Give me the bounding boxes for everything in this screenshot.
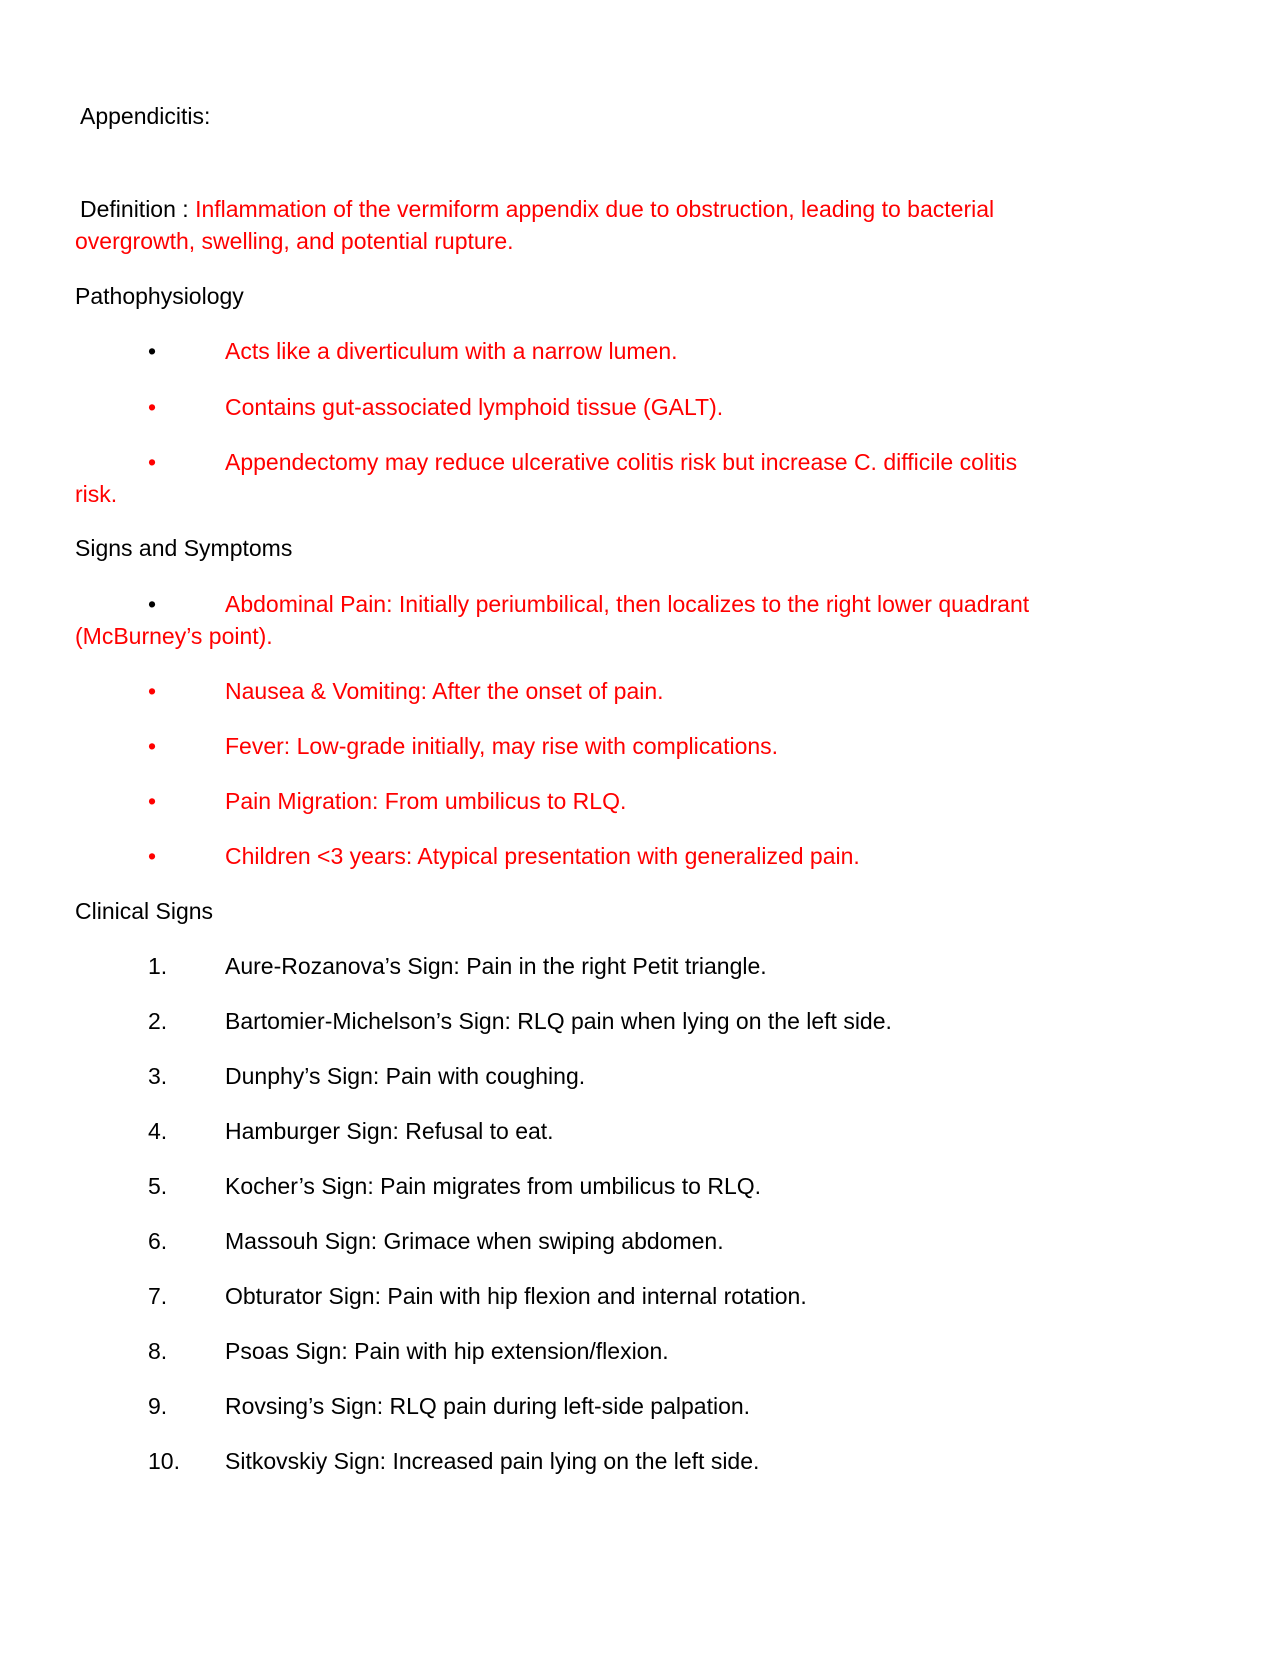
bullet-icon: • (148, 338, 157, 364)
bullet-icon: • (148, 678, 157, 704)
list-item-text: Nausea & Vomiting: After the onset of pain. (225, 678, 664, 704)
definition-text: Inflammation of the vermiform appendix due to obstruction, leading to bacterial (195, 196, 995, 222)
bullet-icon: • (148, 733, 157, 759)
list-item-number: 9. (148, 1393, 168, 1419)
list-item-text: Children <3 years: Atypical presentation with generalized pain. (225, 843, 860, 869)
section-heading-signs-symptoms: Signs and Symptoms (75, 535, 293, 561)
list-item-text: Acts like a diverticulum with a narrow lumen. (225, 338, 678, 364)
list-item-text: Bartomier-Michelson’s Sign: RLQ pain when lying on the left side. (225, 1008, 892, 1034)
list-item-text: Massouh Sign: Grimace when swiping abdomen. (225, 1228, 724, 1254)
list-item-number: 10. (148, 1448, 180, 1474)
list-item (0, 391, 1280, 423)
list-item-number: 5. (148, 1173, 168, 1199)
list-item-text: Appendectomy may reduce ulcerative colitis risk but increase C. difficile colitis (225, 449, 1018, 475)
list-item (0, 1170, 1280, 1202)
list-item (0, 1335, 1280, 1367)
list-item-text: Psoas Sign: Pain with hip extension/flexion. (225, 1338, 669, 1364)
list-item (0, 950, 1280, 982)
bullet-icon: • (148, 843, 157, 869)
list-item (0, 1060, 1280, 1092)
list-item-number: 8. (148, 1338, 168, 1364)
definition-text-cont: overgrowth, swelling, and potential rupture. (75, 228, 514, 254)
list-item-number: 4. (148, 1118, 168, 1144)
section-heading-pathophysiology: Pathophysiology (75, 283, 244, 309)
list-item (0, 588, 1280, 620)
list-item (0, 1005, 1280, 1037)
list-item-text: Contains gut-associated lymphoid tissue (GALT). (225, 394, 724, 420)
list-item-text: Sitkovskiy Sign: Increased pain lying on the left side. (225, 1448, 760, 1474)
list-item-number: 3. (148, 1063, 168, 1089)
list-item-text: Kocher’s Sign: Pain migrates from umbilicus to RLQ. (225, 1173, 762, 1199)
bullet-icon: • (148, 449, 157, 475)
list-item-number: 6. (148, 1228, 168, 1254)
page-title: Appendicitis: (80, 103, 211, 129)
list-item (0, 785, 1280, 817)
list-item-number: 1. (148, 953, 168, 979)
list-item (0, 1445, 1280, 1477)
list-item-text: Aure-Rozanova’s Sign: Pain in the right Petit triangle. (225, 953, 767, 979)
list-item (0, 446, 1280, 478)
list-item-number: 2. (148, 1008, 168, 1034)
list-item-text-cont: risk. (75, 481, 118, 507)
bullet-icon: • (148, 394, 157, 420)
list-item-text: Obturator Sign: Pain with hip flexion and internal rotation. (225, 1283, 807, 1309)
list-item-number: 7. (148, 1283, 168, 1309)
list-item-text-cont: (McBurney’s point). (75, 623, 273, 649)
list-item-text: Dunphy’s Sign: Pain with coughing. (225, 1063, 586, 1089)
list-item-text: Hamburger Sign: Refusal to eat. (225, 1118, 554, 1144)
list-item-text: Fever: Low-grade initially, may rise with complications. (225, 733, 779, 759)
list-item (0, 335, 1280, 367)
list-item (0, 675, 1280, 707)
list-item-continuation (0, 478, 1280, 510)
list-item-text: Pain Migration: From umbilicus to RLQ. (225, 788, 627, 814)
list-item (0, 730, 1280, 762)
definition-label: Definition : (80, 196, 196, 222)
definition (80, 193, 1210, 225)
list-item (0, 840, 1280, 872)
list-item-continuation (0, 620, 1280, 652)
list-item-text: Rovsing’s Sign: RLQ pain during left-side palpation. (225, 1393, 751, 1419)
list-item (0, 1280, 1280, 1312)
list-item (0, 1390, 1280, 1422)
list-item (0, 1225, 1280, 1257)
section-heading-clinical-signs: Clinical Signs (75, 898, 214, 924)
bullet-icon: • (148, 591, 157, 617)
bullet-icon: • (148, 788, 157, 814)
list-item (0, 1115, 1280, 1147)
list-item-text: Abdominal Pain: Initially periumbilical, then localizes to the right lower quadrant (225, 591, 1030, 617)
